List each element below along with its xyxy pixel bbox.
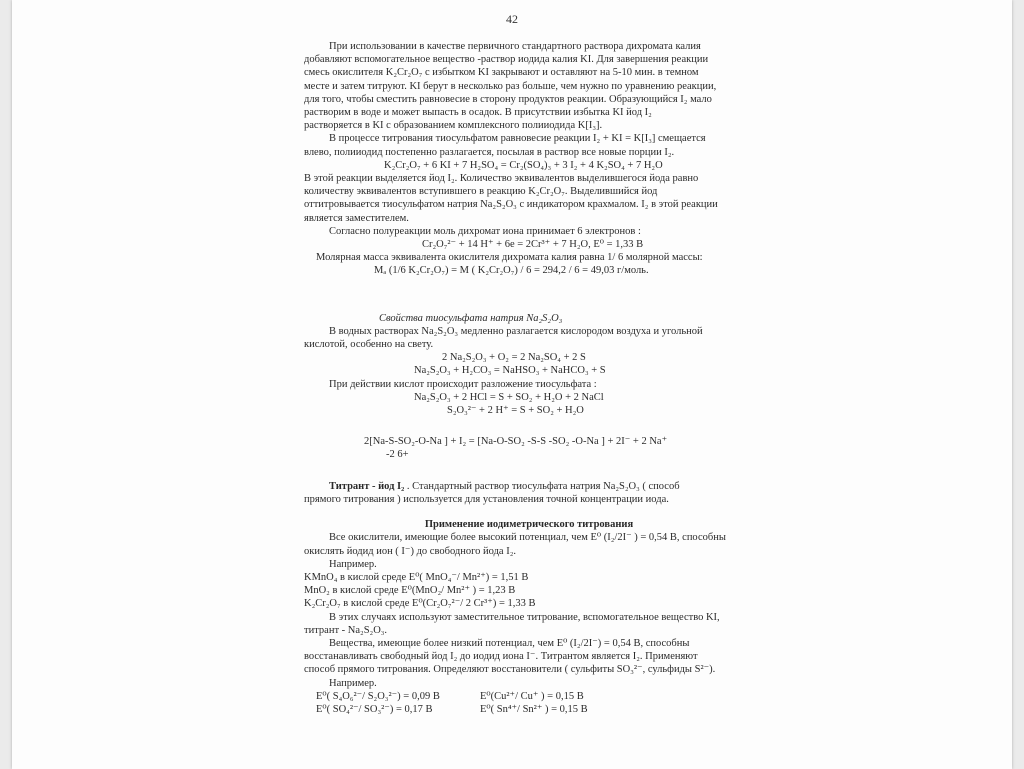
paragraph-dichromate-line-6: растворим в воде и может выпасть в осадок. В присутствии избытка KI йод I₂ <box>304 107 652 119</box>
titrant-description: . Стандартный раствор тиосульфата натрия Na₂S₂O₃ ( способ <box>406 480 680 492</box>
paragraph-reducers-line-1: Вещества, имеющие более низкий потенциал, чем E⁰ (I₂/2I⁻) = 0,54 В, способны <box>329 637 690 649</box>
heading-iodimetric-application: Применение иодиметрического титрования <box>424 519 634 531</box>
paragraph-equilibrium-line-2: влево, полииодид постепенно разлагается, посылая в раствор все новые порции I₂. <box>304 146 675 158</box>
equation-molar-mass: Mₐ (1/6 K₂Cr₂O₇) = M ( K₂Cr₂O₇) / 6 = 294,2 / 6 = 49,03 г/моль. <box>374 265 649 277</box>
paragraph-thiosulfate-line-1: В водных растворах Na₂S₂O₃ медленно разлагается кислородом воздуха и угольной <box>329 325 703 337</box>
equation-dichromate-reaction: K₂Cr₂O₇ + 6 KI + 7 H₂SO₄ = Cr₂(SO₄)₃ + 3 I₂ + 4 K₂SO₄ + 7 H₂O <box>384 159 663 171</box>
oxidizer-list-item: MnO₂ в кислой среде E⁰(MnO₂/ Mn²⁺ ) = 1,23 В <box>304 585 516 597</box>
equation-oxidation-states: -2 6+ <box>386 449 409 461</box>
oxidizer-list-item: KMnO₄ в кислой среде E⁰( MnO₄⁻/ Mn²⁺) = 1,51 В <box>304 571 529 583</box>
equation-oxygen-decomposition: 2 Na₂S₂O₃ + O₂ = 2 Na₂SO₄ + 2 S <box>442 352 586 364</box>
paragraph-equilibrium-line-1: В процессе титрования тиосульфатом равновесие реакции I₂ + KI = K[I₃] смещается <box>329 133 706 145</box>
paragraph-acid-decomposition: При действии кислот происходит разложение тиосульфата : <box>329 378 597 390</box>
oxidizer-list-item: K₂Cr₂O₇ в кислой среде E⁰(Cr₂O₇²⁻/ 2 Cr³⁺) = 1,33 В <box>304 598 536 610</box>
equation-hcl-decomposition: Na₂S₂O₃ + 2 HCl = S + SO₂ + H₂O + 2 NaCl <box>414 391 604 403</box>
equation-iodine-thiosulfate: 2[Na-S-SO₂-O-Na ] + I₂ = [Na-O-SO₂ -S-S -SO₂ -O-Na ] + 2I⁻ + 2 Na⁺ <box>364 436 668 448</box>
paragraph-thiosulfate-line-2: кислотой, особенно на свету. <box>304 339 434 351</box>
paragraph-molar-mass: Молярная масса эквивалента окислителя дихромата калия равна 1/ 6 молярной массы: <box>316 252 703 264</box>
potential-row-1-right: E⁰(Cu²⁺/ Cu⁺ ) = 0,15 В <box>480 690 584 702</box>
equation-half-reaction: Cr₂O₇²⁻ + 14 H⁺ + 6e = 2Cr³⁺ + 7 H₂O, E⁰ = 1,33 В <box>422 239 644 251</box>
page-number: 42 <box>506 12 518 26</box>
paragraph-dichromate-line-3: смесь окислителя K₂Cr₂O₇ с избытком KI закрывают и оставляют на 5-10 мин. в темном <box>304 67 699 79</box>
paragraph-reducers-line-2: восстанавливать свободный йод I₂ до иодид иона I⁻. Титрантом является I₂. Применяют <box>304 651 698 663</box>
document-page <box>12 0 1012 769</box>
paragraph-oxidizers-line-1: Все окислители, имеющие более высокий потенциал, чем E⁰ (I₂/2I⁻ ) = 0,54 В, способны <box>329 532 726 544</box>
example-label-2: Например. <box>329 677 377 689</box>
paragraph-iodine-line-2: количеству эквивалентов вступившего в реакцию K₂Cr₂O₇. Выделившийся йод <box>304 186 658 198</box>
potential-row-2 <box>304 703 754 716</box>
paragraph-iodine-line-3: оттитровывается тиосульфатом натрия Na₂S₂O₃ с индикатором крахмалом. I₂ в этой реакции <box>304 199 718 211</box>
paragraph-dichromate-line-5: для того, чтобы сместить равновесие в сторону продуктов реакции. Образующийся I₂ мало <box>304 93 712 105</box>
titrant-label: Титрант - йод I₂ <box>329 480 405 492</box>
paragraph-oxidizers-line-2: окислять йодид ион ( I⁻) до свободного йода I₂. <box>304 545 517 557</box>
paragraph-substitution-line-2: титрант - Na₂S₂O₃. <box>304 624 388 636</box>
page-content <box>304 40 754 716</box>
paragraph-dichromate-line-7: растворяется в KI с образованием комплексного полииодида K[I₃]. <box>304 120 603 132</box>
example-label-1: Например. <box>329 558 377 570</box>
paragraph-titrant <box>304 480 754 493</box>
paragraph-dichromate-line-4: месте и затем титруют. KI берут в несколько раз больше, чем нужно по уравнению реакции, <box>304 80 717 92</box>
paragraph-iodine-line-4: является заместителем. <box>304 212 409 224</box>
paragraph-substitution-line-1: В этих случаях используют заместительное титрование, вспомогательное вещество KI, <box>329 611 720 623</box>
equation-carbonic-decomposition: Na₂S₂O₃ + H₂CO₃ = NaHSO₃ + NaHCO₃ + S <box>414 365 606 377</box>
heading-thiosulfate-properties: Свойства тиосульфата натрия Na₂S₂O₃ <box>379 312 563 324</box>
equation-ionic-decomposition: S₂O₃²⁻ + 2 H⁺ = S + SO₂ + H₂O <box>447 405 584 417</box>
paragraph-dichromate-line-2: добавляют вспомогательное вещество -раствор иодида калия KI. Для завершения реакции <box>304 54 709 66</box>
potential-row-1 <box>304 690 754 703</box>
paragraph-half-reaction: Согласно полуреакции моль дихромат иона принимает 6 электронов : <box>329 225 641 237</box>
potential-row-1-left: E⁰( S₄O₆²⁻/ S₂O₃²⁻) = 0,09 В <box>316 690 440 702</box>
potential-row-2-left: E⁰( SO₄²⁻/ SO₃²⁻) = 0,17 В <box>316 703 433 715</box>
paragraph-iodine-line-1: В этой реакции выделяется йод I₂. Количество эквивалентов выделившегося йода равно <box>304 173 699 185</box>
paragraph-reducers-line-3: способ прямого титрования. Определяют восстановители ( сульфиты SO₃²⁻, сульфиды S²⁻). <box>304 664 716 676</box>
paragraph-titrant-line-2: прямого титрования ) используется для установления точной концентрации иода. <box>304 493 669 505</box>
potential-row-2-right: E⁰( Sn⁴⁺/ Sn²⁺ ) = 0,15 В <box>480 703 588 715</box>
paragraph-dichromate-line-1: При использовании в качестве первичного стандартного раствора дихромата калия <box>329 41 701 52</box>
